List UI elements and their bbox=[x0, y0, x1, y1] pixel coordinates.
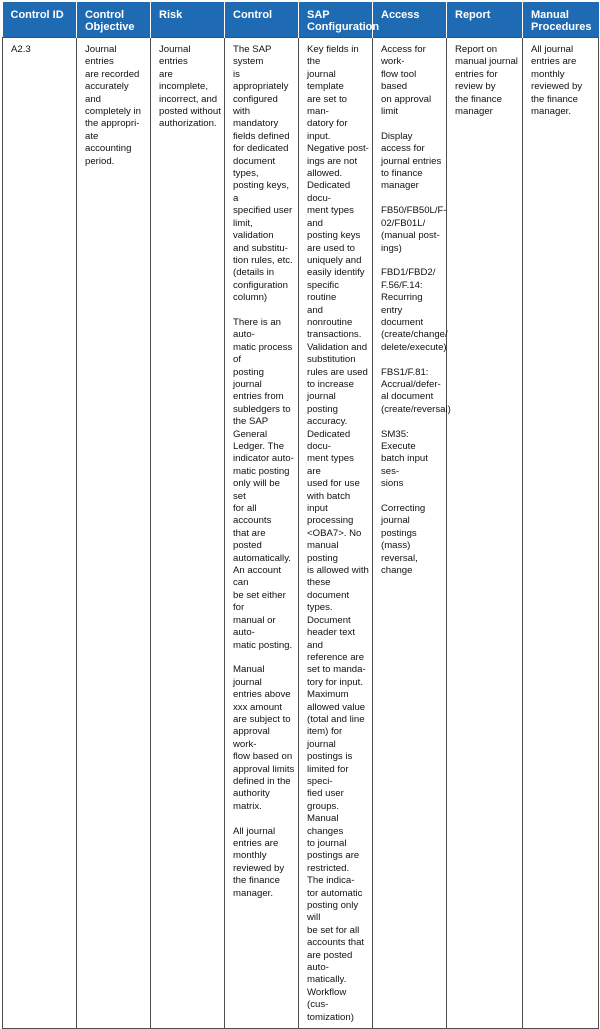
cell-risk: Journal entries are incomplete, incorrect, and posted without authorization. bbox=[151, 38, 225, 1029]
header-manual-procedures: Manual Procedures bbox=[523, 2, 599, 38]
table-row bbox=[3, 38, 599, 1029]
header-control-objective: Control Objective bbox=[77, 2, 151, 38]
header-row bbox=[3, 2, 599, 38]
cell-access: Access for work- flow tool based on approval limit Display access for journal entries to finance manager FB50/FB50L/F- 02/FB01L/ (manual post- ings) FBD1/FBD2/ F.56/F.14: Recurring entry document (create/change/ delete/execute) FBS1/F.81: Accrual/defer- al document (create/reversal) SM35: Execute batch input ses- sions Correcting journal postings (mass) reversal, change bbox=[373, 38, 447, 1029]
header-report: Report bbox=[447, 2, 523, 38]
cell-control-objective: Journal entries are recorded accurately and completely in the appropri- ate accounting period. bbox=[77, 38, 151, 1029]
header-access: Access bbox=[373, 2, 447, 38]
header-control-id: Control ID bbox=[3, 2, 77, 38]
cell-control: The SAP system is appropriately configured with mandatory fields defined for dedicated document types, posting keys, a specified user limit, validation and substitu- tion rules, etc. (details in configuration column) There is an auto- matic process of posting journal entries from subledgers to the SAP General Ledger. The indicator auto- matic posting only will be set for all accounts that are posted automatically. An account can be set either for manual or auto- matic posting. Manual journal entries above xxx amount are subject to approval work- flow based on approval limits defined in the authority matrix. All journal entries are monthly reviewed by the finance manager. bbox=[225, 38, 299, 1029]
cell-control-id: A2.3 bbox=[3, 38, 77, 1029]
cell-manual-procedures: All journal entries are monthly reviewed by the finance manager. bbox=[523, 38, 599, 1029]
controls-table bbox=[2, 2, 599, 1029]
cell-report: Report on manual journal entries for review by the finance manager bbox=[447, 38, 523, 1029]
cell-sap-configuration: Key fields in the journal template are set to man- datory for input. Negative post- ings are not allowed. Dedicated docu- ment types and posting keys are used to uniquely and easily identify specific routine and nonroutine transactions. Validation and substitution rules are used to increase journal posting accuracy. Dedicated docu- ment types are used for use with batch input processing <OBA7>. No manual posting is allowed with these document types. Document header text and reference are set to manda- tory for input. Maximum allowed value (total and line item) for journal postings is limited for speci- fied user groups. Manual changes to journal postings are restricted. The indica- tor automatic posting only will be set for all accounts that are posted auto- matically. Workflow (cus- tomization) bbox=[299, 38, 373, 1029]
header-sap-configuration: SAP Configuration bbox=[299, 2, 373, 38]
header-control: Control bbox=[225, 2, 299, 38]
header-risk: Risk bbox=[151, 2, 225, 38]
